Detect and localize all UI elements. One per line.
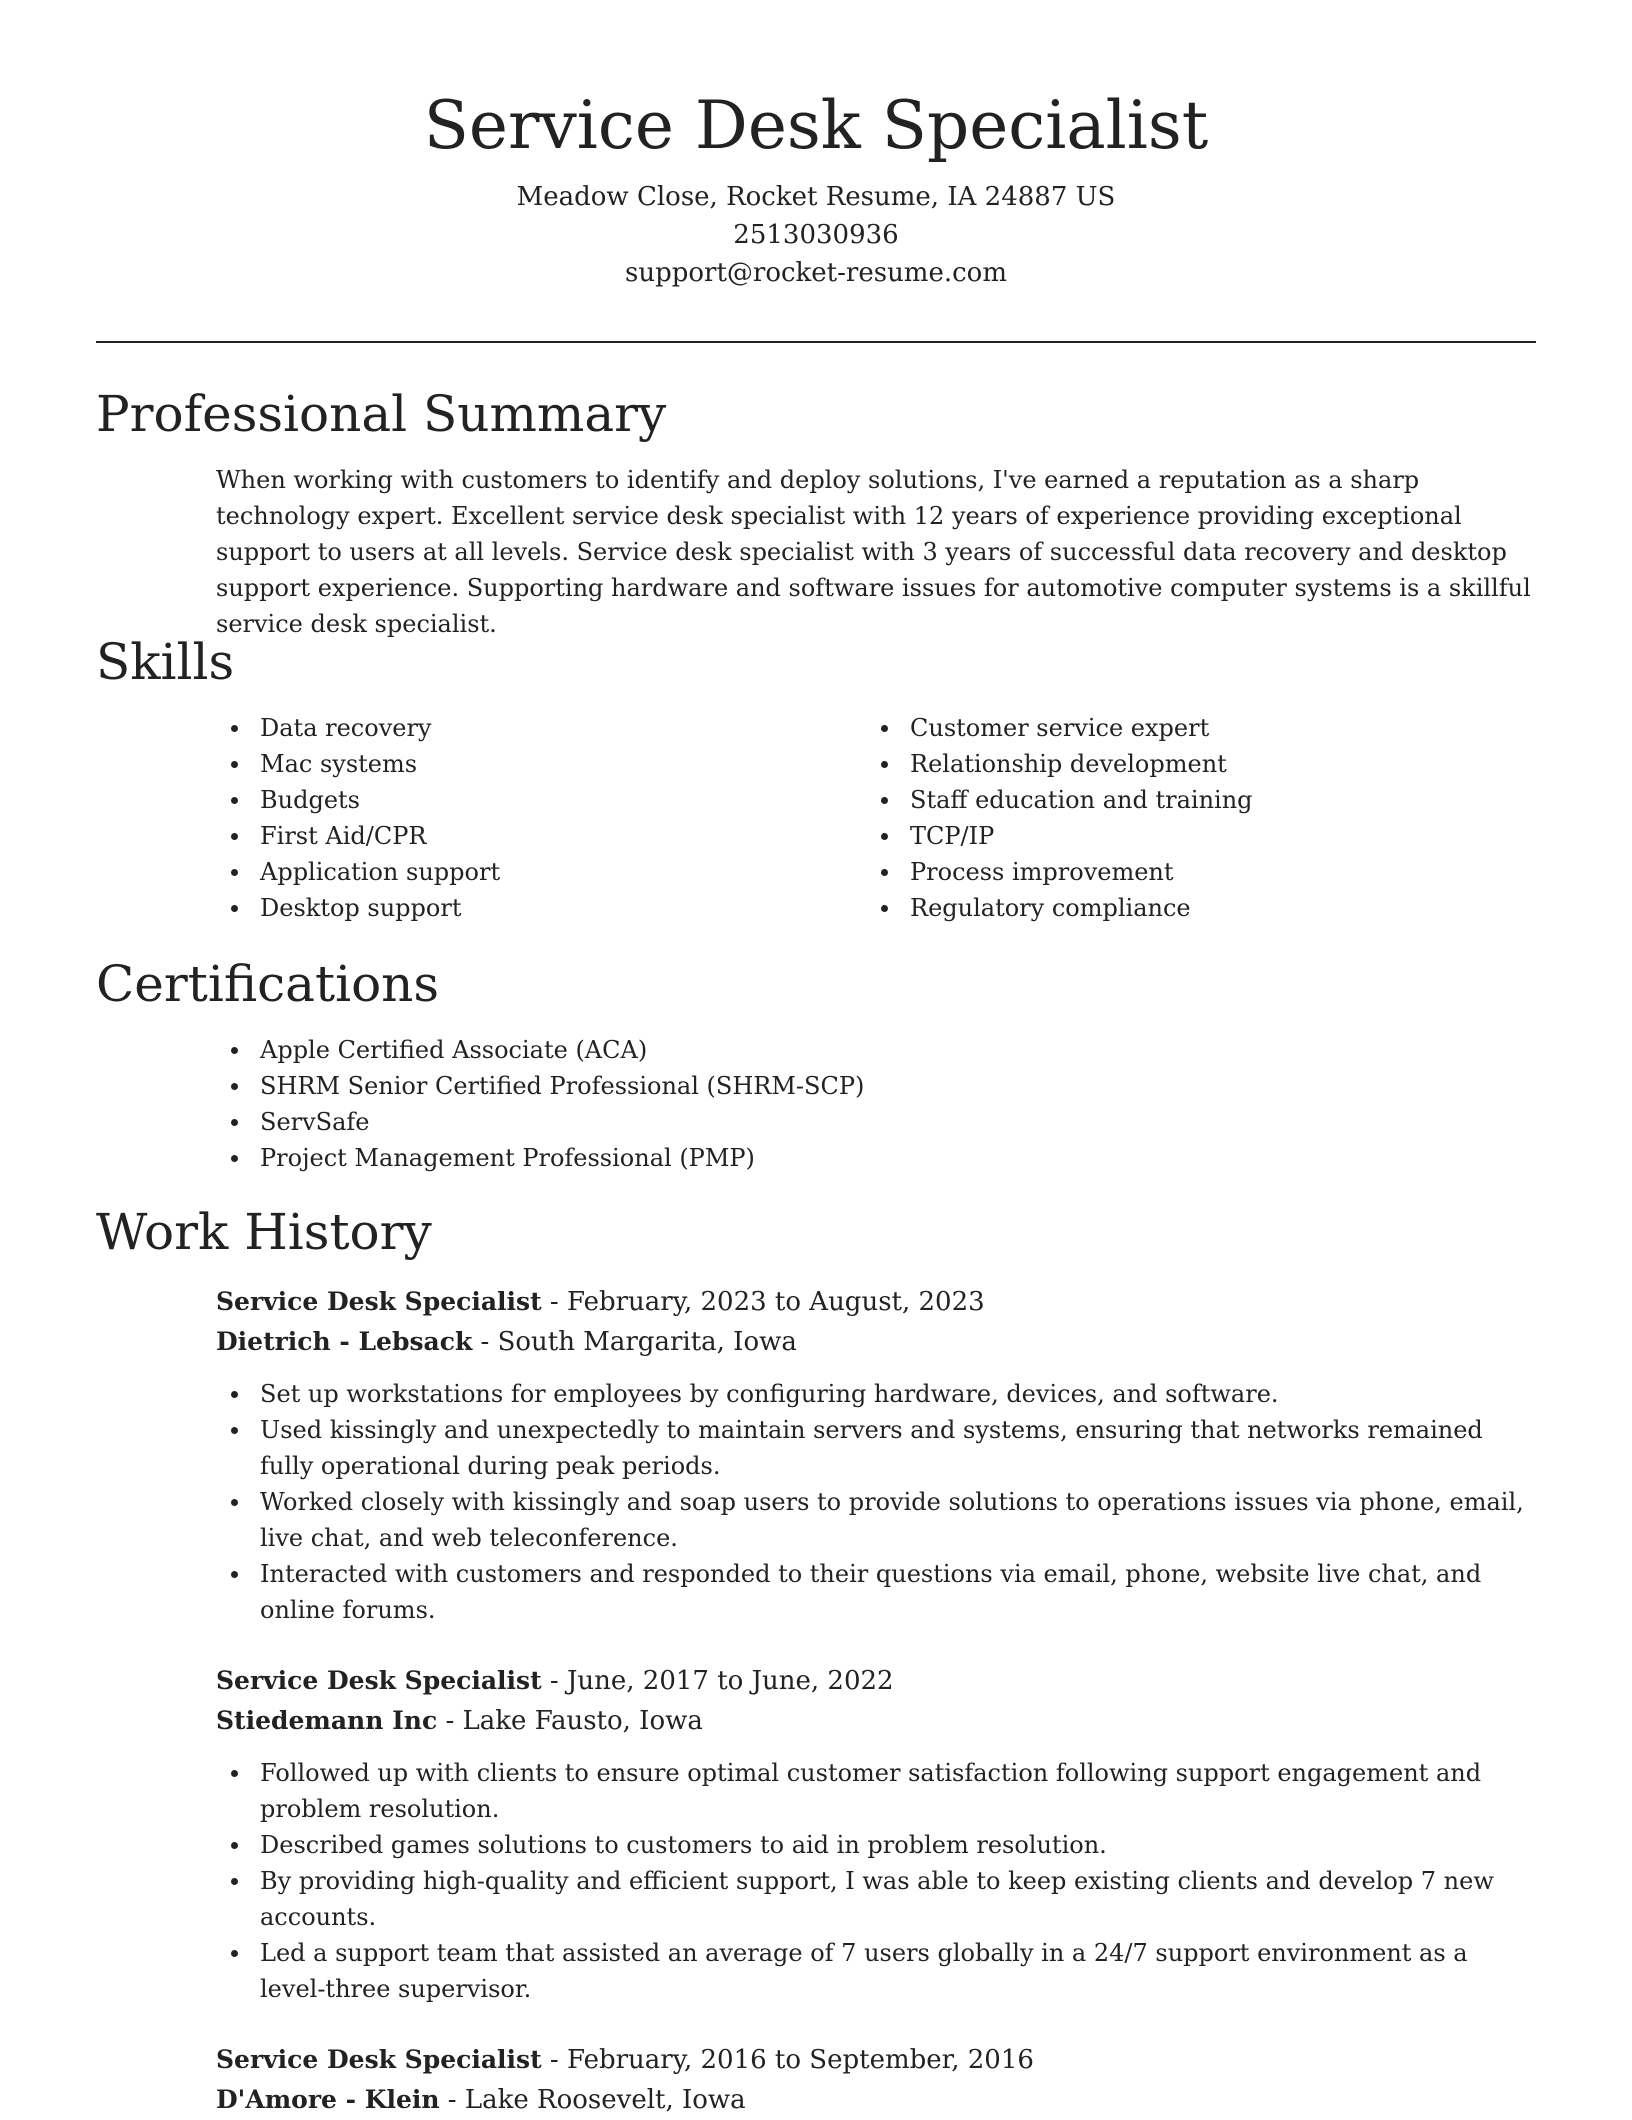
duty-text: Used kissingly and unexpectedly to maintain servers and systems, ensuring that networks remained fully operational during peak periods.	[260, 1416, 1483, 1480]
skill-label: Data recovery	[260, 714, 432, 742]
bullet-dot	[231, 1878, 238, 1885]
header-divider	[96, 341, 1536, 343]
contact-info	[0, 178, 1632, 292]
bullet-dot	[231, 1427, 238, 1434]
bullet-dot	[231, 1770, 238, 1777]
job-dates: - February, 2016 to September, 2016	[541, 2045, 1034, 2075]
skill-label: Budgets	[260, 786, 360, 814]
job-duties	[216, 1376, 1536, 1628]
email: support@rocket-resume.com	[624, 258, 1007, 288]
duty-text: Worked closely with kissingly and soap users to provide solutions to operations issues via phone, email, live chat, and web teleconference.	[260, 1488, 1524, 1552]
bullet-dot	[231, 1083, 238, 1090]
company-name: Stiedemann Inc	[216, 1706, 438, 1735]
skill-label: Staff education and training	[910, 786, 1253, 814]
skill-label: Regulatory compliance	[910, 894, 1191, 922]
bullet-dot	[231, 1571, 238, 1578]
duty-item	[216, 1376, 1536, 1412]
skill-item	[866, 818, 1486, 854]
job-title: Service Desk Specialist	[216, 1287, 542, 1316]
skills-list-right	[866, 710, 1486, 926]
job-title: Service Desk Specialist	[216, 2045, 542, 2074]
job-company-line	[216, 1701, 1536, 1741]
duty-item	[216, 1412, 1536, 1484]
job-title-line	[216, 1282, 1536, 1322]
bullet-dot	[231, 1047, 238, 1054]
skill-item	[866, 782, 1486, 818]
bullet-dot	[231, 761, 238, 768]
bullet-dot	[881, 797, 888, 804]
bullet-dot	[231, 1391, 238, 1398]
certification-item	[216, 1068, 1536, 1104]
resume-header	[0, 0, 1632, 292]
certification-item	[216, 1140, 1536, 1176]
skill-item	[866, 710, 1486, 746]
job-duties	[216, 1755, 1536, 2007]
duty-item	[216, 1484, 1536, 1556]
bullet-dot	[231, 1499, 238, 1506]
skill-item	[866, 746, 1486, 782]
skill-label: Desktop support	[260, 894, 462, 922]
bullet-dot	[231, 869, 238, 876]
summary-heading: Professional Summary	[96, 385, 667, 443]
summary-text: When working with customers to identify and deploy solutions, I've earned a reputation as a sharp technology expert. Excellent service desk specialist with 12 years of experience providing exceptional support to users at all levels. Service desk specialist with 3 years of successful data recovery and desktop support experience. Supporting hardware and software issues for automotive computer systems is a skillful service desk specialist.	[216, 466, 1531, 638]
duty-item	[216, 1556, 1536, 1628]
duty-item	[216, 1755, 1536, 1827]
skill-label: First Aid/CPR	[260, 822, 427, 850]
bullet-dot	[231, 1842, 238, 1849]
bullet-dot	[881, 833, 888, 840]
job-title-line	[216, 2040, 1536, 2080]
duty-text: By providing high-quality and efficient support, I was able to keep existing clients and develop 7 new accounts.	[260, 1867, 1494, 1931]
certification-item	[216, 1104, 1536, 1140]
company-name: Dietrich - Lebsack	[216, 1327, 473, 1356]
skill-label: Application support	[260, 858, 501, 886]
job-location: - Lake Fausto, Iowa	[437, 1706, 703, 1736]
job-entry	[216, 2040, 1536, 2120]
skill-label: Customer service expert	[910, 714, 1210, 742]
skill-label: Relationship development	[910, 750, 1227, 778]
job-dates: - February, 2023 to August, 2023	[541, 1287, 985, 1317]
skill-label: TCP/IP	[910, 822, 995, 850]
bullet-dot	[231, 1119, 238, 1126]
skill-item	[866, 890, 1486, 926]
certifications-list	[216, 1032, 1536, 1176]
bullet-dot	[881, 761, 888, 768]
skill-item	[216, 854, 836, 890]
job-location: - Lake Roosevelt, Iowa	[439, 2085, 746, 2115]
duty-item	[216, 1935, 1536, 2007]
job-dates: - June, 2017 to June, 2022	[541, 1666, 894, 1696]
duty-text: Followed up with clients to ensure optimal customer satisfaction following support engagement and problem resolution.	[260, 1759, 1482, 1823]
job-company-line	[216, 1322, 1536, 1362]
skill-item	[216, 890, 836, 926]
phone: 2513030936	[733, 220, 899, 250]
certification-label: ServSafe	[260, 1108, 370, 1136]
skill-item	[216, 782, 836, 818]
bullet-dot	[881, 725, 888, 732]
duty-text: Set up workstations for employees by configuring hardware, devices, and software.	[260, 1380, 1279, 1408]
duty-item	[216, 1827, 1536, 1863]
skill-item	[216, 746, 836, 782]
skill-item	[216, 710, 836, 746]
duty-text: Interacted with customers and responded to their questions via email, phone, website live chat, and online forums.	[260, 1560, 1482, 1624]
duty-item	[216, 1863, 1536, 1935]
skills-list-left	[216, 710, 836, 926]
skill-label: Mac systems	[260, 750, 418, 778]
skill-item	[866, 854, 1486, 890]
job-company-line	[216, 2080, 1536, 2120]
duty-text: Described games solutions to customers to aid in problem resolution.	[260, 1831, 1107, 1859]
certification-label: Project Management Professional (PMP)	[260, 1144, 755, 1172]
job-entry	[216, 1282, 1536, 1628]
job-location: - South Margarita, Iowa	[472, 1327, 797, 1357]
job-title-line	[216, 1661, 1536, 1701]
bullet-dot	[231, 905, 238, 912]
candidate-name: Service Desk Specialist	[423, 87, 1209, 164]
skill-item	[216, 818, 836, 854]
certification-item	[216, 1032, 1536, 1068]
certifications-heading: Certifications	[96, 955, 440, 1013]
bullet-dot	[231, 1155, 238, 1162]
job-entry	[216, 1661, 1536, 2007]
address: Meadow Close, Rocket Resume, IA 24887 US	[516, 182, 1116, 212]
job-title: Service Desk Specialist	[216, 1666, 542, 1695]
work-history-heading: Work History	[96, 1203, 432, 1261]
company-name: D'Amore - Klein	[216, 2085, 440, 2114]
certification-label: SHRM Senior Certified Professional (SHRM-SCP)	[260, 1072, 865, 1100]
bullet-dot	[231, 833, 238, 840]
skill-label: Process improvement	[910, 858, 1174, 886]
bullet-dot	[231, 1950, 238, 1957]
duty-text: Led a support team that assisted an average of 7 users globally in a 24/7 support environment as a level-three supervisor.	[260, 1939, 1468, 2003]
bullet-dot	[231, 797, 238, 804]
skills-heading: Skills	[96, 633, 235, 691]
bullet-dot	[881, 905, 888, 912]
bullet-dot	[231, 725, 238, 732]
certification-label: Apple Certified Associate (ACA)	[260, 1036, 648, 1064]
bullet-dot	[881, 869, 888, 876]
